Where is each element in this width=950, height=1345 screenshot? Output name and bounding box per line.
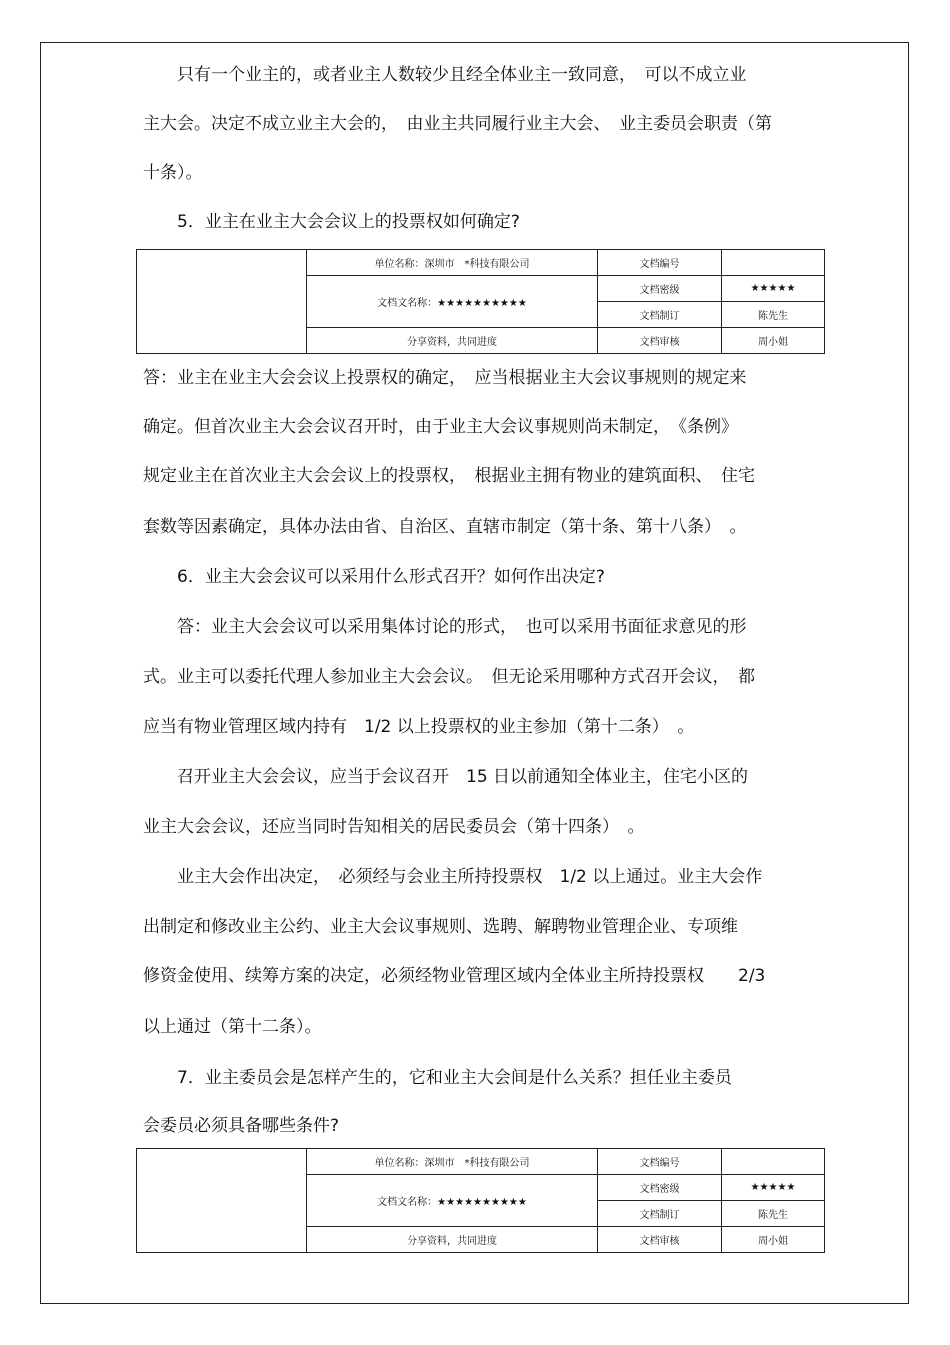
- text-line: 业主大会作出决定， 必须经与会业主所持投票权 1/2 以上通过。业主大会作: [143, 867, 763, 887]
- value-author: 陈先生: [722, 1201, 825, 1227]
- label-reviewer: 文档审核: [598, 328, 722, 354]
- document-name: 文档文名称：★★★★★★★★★★: [307, 1175, 598, 1227]
- document-name: 文档文名称：★★★★★★★★★★: [307, 276, 598, 328]
- value-security-level: ★★★★★: [722, 1175, 825, 1201]
- label-doc-number: 文档编号: [598, 1149, 722, 1175]
- text-line: 确定。但首次业主大会会议召开时，由于业主大会议事规则尚未制定， 《条例》: [143, 417, 738, 437]
- document-header-table: [136, 1148, 825, 1253]
- text-line: 修资金使用、续筹方案的决定，必须经物业管理区域内全体业主所持投票权 2/3: [143, 966, 766, 986]
- share-note: 分享资料，共同进度: [307, 1227, 598, 1253]
- text-line: 业主大会会议，还应当同时告知相关的居民委员会（第十四条） 。: [143, 817, 645, 837]
- text-line: 答：业主在业主大会会议上投票权的确定， 应当根据业主大会议事规则的规定来: [143, 368, 747, 388]
- question-6: 6．业主大会会议可以采用什么形式召开？如何作出决定?: [143, 567, 605, 587]
- value-security-level: ★★★★★: [722, 276, 825, 302]
- value-doc-number: [722, 250, 825, 276]
- text-line: 召开业主大会会议，应当于会议召开 15 日以前通知全体业主，住宅小区的: [143, 767, 749, 787]
- share-note: 分享资料，共同进度: [307, 328, 598, 354]
- text-line: 只有一个业主的，或者业主人数较少且经全体业主一致同意， 可以不成立业: [143, 65, 747, 85]
- company-name: 单位名称：深圳市 *科技有限公司: [307, 1149, 598, 1175]
- company-name: 单位名称：深圳市 *科技有限公司: [307, 250, 598, 276]
- value-author: 陈先生: [722, 302, 825, 328]
- text-line: 答：业主大会会议可以采用集体讨论的形式， 也可以采用书面征求意见的形: [143, 617, 747, 637]
- label-author: 文档制订: [598, 302, 722, 328]
- text-line: 应当有物业管理区域内持有 1/2 以上投票权的业主参加（第十二条） 。: [143, 717, 695, 737]
- label-author: 文档制订: [598, 1201, 722, 1227]
- value-reviewer: 周小姐: [722, 328, 825, 354]
- text-line: 主大会。决定不成立业主大会的， 由业主共同履行业主大会、 业主委员会职责（第: [143, 114, 772, 134]
- text-line: 式。业主可以委托代理人参加业主大会会议。 但无论采用哪种方式召开会议， 都: [143, 667, 755, 687]
- logo-cell: [137, 250, 307, 354]
- label-reviewer: 文档审核: [598, 1227, 722, 1253]
- document-header-table: [136, 249, 825, 354]
- text-line: 出制定和修改业主公约、业主大会议事规则、选聘、解聘物业管理企业、专项维: [143, 917, 738, 937]
- text-line: 以上通过（第十二条）。: [143, 1017, 322, 1037]
- value-reviewer: 周小姐: [722, 1227, 825, 1253]
- text-line: 十条）。: [143, 163, 203, 183]
- label-doc-number: 文档编号: [598, 250, 722, 276]
- text-line: 套数等因素确定，具体办法由省、自治区、直辖市制定（第十条、第十八条） 。: [143, 517, 747, 537]
- label-security-level: 文档密级: [598, 276, 722, 302]
- value-doc-number: [722, 1149, 825, 1175]
- label-security-level: 文档密级: [598, 1175, 722, 1201]
- question-7: 7．业主委员会是怎样产生的，它和业主大会间是什么关系？担任业主委员: [143, 1068, 732, 1088]
- text-line: 会委员必须具备哪些条件?: [143, 1116, 340, 1136]
- logo-cell: [137, 1149, 307, 1253]
- question-5: 5．业主在业主大会会议上的投票权如何确定?: [143, 212, 520, 232]
- text-line: 规定业主在首次业主大会会议上的投票权， 根据业主拥有物业的建筑面积、 住宅: [143, 466, 755, 486]
